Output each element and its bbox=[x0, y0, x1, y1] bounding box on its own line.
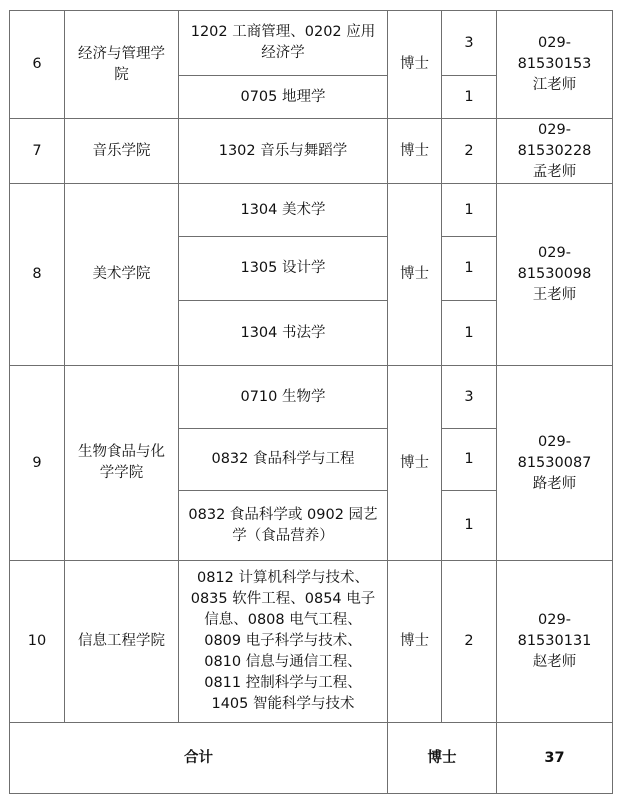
total-degree: 博士 bbox=[388, 723, 497, 794]
contact-teacher: 江老师 bbox=[532, 77, 577, 93]
major: 0705 地理学 bbox=[179, 76, 388, 119]
recruitment-table bbox=[9, 10, 613, 794]
total-label: 合计 bbox=[10, 723, 388, 794]
contact-phone: 029-81530087 bbox=[517, 433, 592, 471]
contact-teacher: 王老师 bbox=[532, 287, 577, 303]
college-name: 美术学院 bbox=[65, 184, 179, 366]
major: 1304 美术学 bbox=[179, 184, 388, 237]
contact bbox=[497, 184, 613, 366]
row-number: 8 bbox=[10, 184, 65, 366]
contact bbox=[497, 366, 613, 561]
major: 0832 食品科学与工程 bbox=[179, 429, 388, 491]
count: 1 bbox=[442, 184, 497, 237]
contact bbox=[497, 119, 613, 184]
college-name: 信息工程学院 bbox=[65, 561, 179, 723]
major: 1202 工商管理、0202 应用经济学 bbox=[179, 11, 388, 76]
college-name: 音乐学院 bbox=[65, 119, 179, 184]
count: 1 bbox=[442, 429, 497, 491]
major: 0812 计算机科学与技术、0835 软件工程、0854 电子信息、0808 电气工程、0809 电子科学与技术、0810 信息与通信工程、0811 控制科学与工程、1405 智能科学与技术 bbox=[179, 561, 388, 723]
contact-teacher: 路老师 bbox=[532, 475, 577, 492]
count: 1 bbox=[442, 301, 497, 366]
row-number: 9 bbox=[10, 366, 65, 561]
count: 2 bbox=[442, 561, 497, 723]
table-row bbox=[10, 561, 613, 723]
row-number: 7 bbox=[10, 119, 65, 184]
count: 3 bbox=[442, 11, 497, 76]
contact-teacher: 孟老师 bbox=[532, 163, 577, 180]
total-row bbox=[10, 723, 613, 794]
major: 1304 书法学 bbox=[179, 301, 388, 366]
degree: 博士 bbox=[388, 561, 442, 723]
contact-phone: 029-81530153 bbox=[517, 35, 592, 72]
contact bbox=[497, 561, 613, 723]
count: 3 bbox=[442, 366, 497, 429]
degree: 博士 bbox=[388, 11, 442, 119]
major: 0832 食品科学或 0902 园艺学（食品营养） bbox=[179, 491, 388, 561]
count: 1 bbox=[442, 491, 497, 561]
degree: 博士 bbox=[388, 184, 442, 366]
count: 1 bbox=[442, 76, 497, 119]
total-count: 37 bbox=[497, 723, 613, 794]
contact-phone: 029-81530131 bbox=[517, 612, 592, 649]
table-row bbox=[10, 11, 613, 76]
table-row bbox=[10, 119, 613, 184]
major: 0710 生物学 bbox=[179, 366, 388, 429]
degree: 博士 bbox=[388, 366, 442, 561]
contact-phone: 029-81530228 bbox=[517, 121, 592, 159]
row-number: 6 bbox=[10, 11, 65, 119]
count: 1 bbox=[442, 237, 497, 301]
major: 1302 音乐与舞蹈学 bbox=[179, 119, 388, 184]
degree: 博士 bbox=[388, 119, 442, 184]
count: 2 bbox=[442, 119, 497, 184]
major: 1305 设计学 bbox=[179, 237, 388, 301]
row-number: 10 bbox=[10, 561, 65, 723]
college-name: 生物食品与化学学院 bbox=[65, 366, 179, 561]
table-row bbox=[10, 366, 613, 429]
table-row bbox=[10, 184, 613, 237]
college-name: 经济与管理学院 bbox=[65, 11, 179, 119]
contact-teacher: 赵老师 bbox=[532, 654, 577, 670]
contact bbox=[497, 11, 613, 119]
contact-phone: 029-81530098 bbox=[517, 245, 592, 282]
